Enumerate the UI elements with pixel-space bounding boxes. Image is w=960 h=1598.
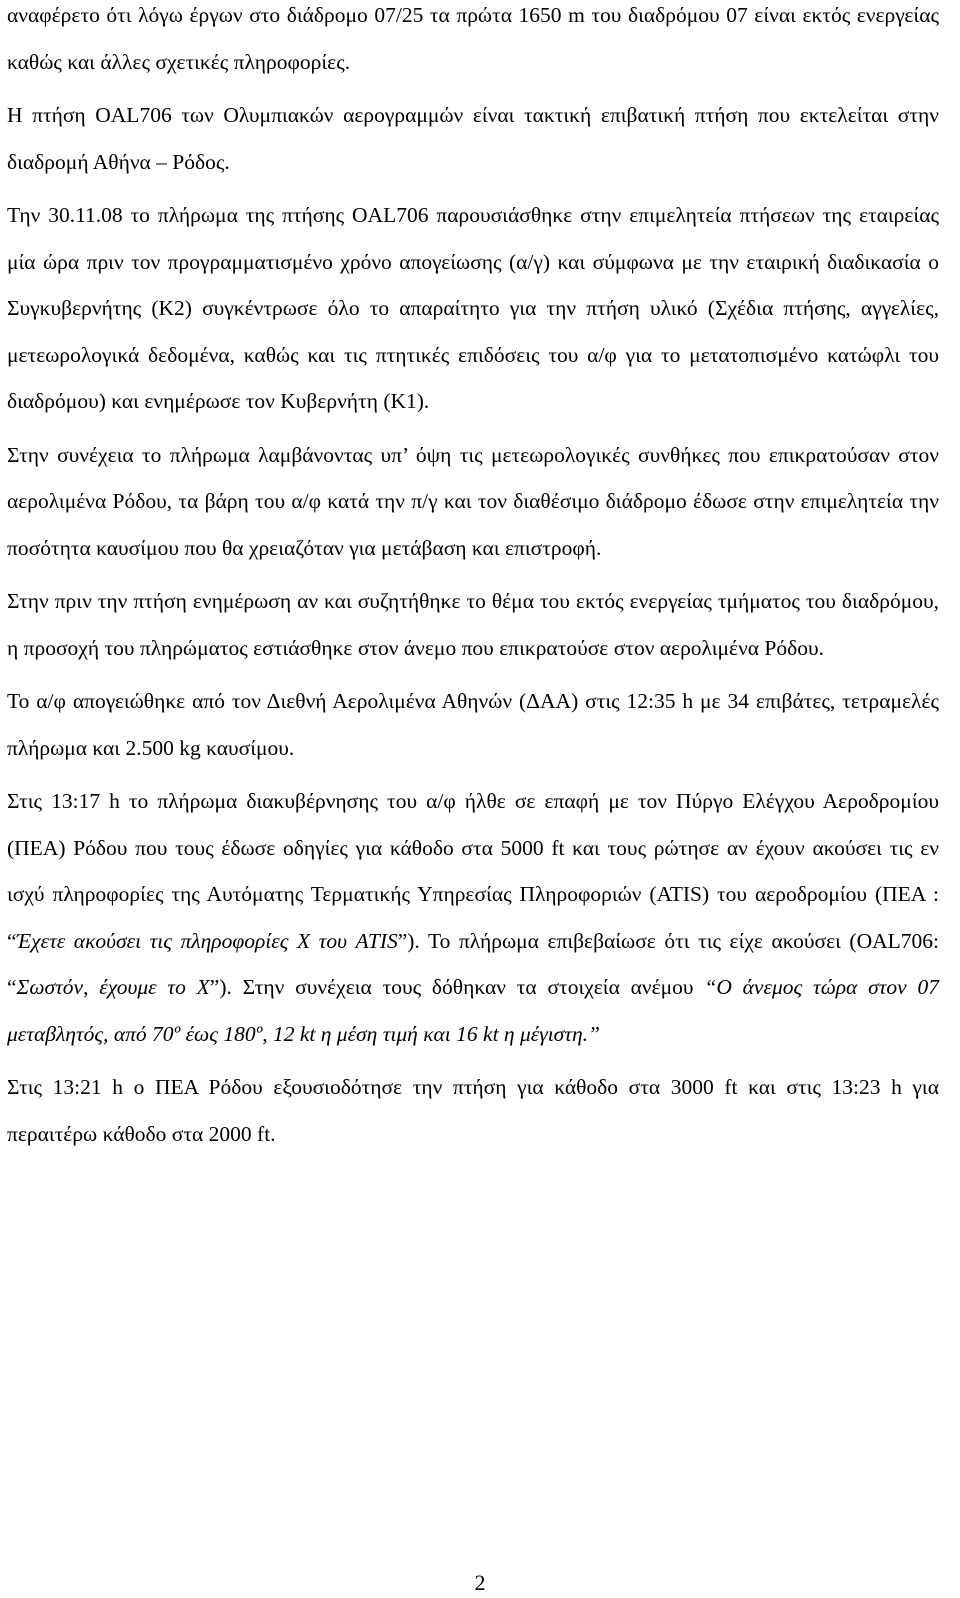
paragraph-flight-description: Η πτήση OAL706 των Ολυμπιακών αερογραμμών είναι τακτική επιβατική πτήση που εκτελείται στην διαδρομή Αθήνα – Ρόδος. (7, 103, 939, 174)
paragraph-preflight-discussion: Στην πριν την πτήση ενημέρωση αν και συζητήθηκε το θέμα του εκτός ενεργείας τμήματος του διαδρόμου, η προσοχή του πληρώματος εστιάσθηκε στον άνεμο που επικρατούσε στον αερολιμένα Ρόδου. (7, 589, 939, 660)
paragraph-descent-clearance: Στις 13:21 h ο ΠΕΑ Ρόδου εξουσιοδότησε την πτήση για κάθοδο στα 3000 ft και στις 13:23 h για περαιτέρω κάθοδο στα 2000 ft. (7, 1075, 939, 1146)
atc-text-2: ”). Το πλήρωμα επιβεβαίωσε ότι τις είχε ακούσει (OAL706: “ (7, 928, 939, 999)
paragraph-fuel-planning: Στην συνέχεια το πλήρωμα λαμβάνοντας υπ’ όψη τις μετεωρολογικές συνθήκες που επικρατούσαν στον αερολιμένα Ρόδου, τα βάρη του α/φ κατά την π/γ και τον διαθέσιμο διάδρομο έδωσε στην επιμελητεία την ποσότητα καυσίμου που θα χρειαζόταν για μετάβαση και επιστροφή. (7, 442, 939, 560)
paragraph-runway-works: αναφέρετο ότι λόγω έργων στο διάδρομο 07/25 τα πρώτα 1650 m του διαδρόμου 07 είναι εκτός ενεργείας καθώς και άλλες σχετικές πληροφορίες. (7, 3, 939, 74)
atc-text-3: ”). Στην συνέχεια τους δόθηκαν τα στοιχεία ανέμου (209, 975, 705, 999)
paragraph-takeoff: Το α/φ απογειώθηκε από τον Διεθνή Αερολιμένα Αθηνών (ΔΑΑ) στις 12:35 h με 34 επιβάτες, τετραμελές πλήρωμα και 2.500 kg καυσίμου. (7, 689, 939, 760)
paragraph-crew-briefing: Την 30.11.08 το πλήρωμα της πτήσης OAL706 παρουσιάσθηκε στην επιμελητεία πτήσεων της εταιρείας μία ώρα πριν τον προγραμματισμένο χρόνο απογείωσης (α/γ) και σύμφωνα με την εταιρική διαδικασία ο Συγκυβερνήτης (Κ2) συγκέντρωσε όλο το απαραίτητο για την πτήση υλικό (Σχέδια πτήσης, αγγελίες, μετεωρολογικά δεδομένα, καθώς και τις πτητικές επιδόσεις του α/φ για το μετατοπισμένο κατώφλι του διαδρόμου) και ενημέρωσε τον Κυβερνήτη (Κ1). (7, 203, 939, 413)
atc-text-1: Στις 13:17 h το πλήρωμα διακυβέρνησης του α/φ ήλθε σε επαφή με τον Πύργο Ελέγχου Αεροδρομίου (ΠΕΑ) Ρόδου που τους έδωσε οδηγίες για κάθοδο στα 5000 ft και τους ρώτησε αν έχουν ακούσει τις εν ισχύ πληροφορίες της Αυτόματης Τερματικής Υπηρεσίας Πληροφοριών (ATIS) του αεροδρομίου (ΠΕΑ : “ (7, 789, 939, 953)
atc-quote-atis: Έχετε ακούσει τις πληροφορίες Χ του ATIS (16, 928, 398, 953)
atc-quote-confirmation: Σωστόν, έχουμε το Χ (16, 975, 210, 999)
document-body (7, 0, 939, 1157)
paragraph-atc-contact (7, 778, 939, 1057)
atc-quote-wind: “Ο άνεμος τώρα στον 07 μεταβλητός, από 70º έως 180º, 12 kt η μέση τιμή και 16 kt η μέγιστη.” (7, 975, 939, 1046)
page-number: 2 (474, 1570, 486, 1595)
